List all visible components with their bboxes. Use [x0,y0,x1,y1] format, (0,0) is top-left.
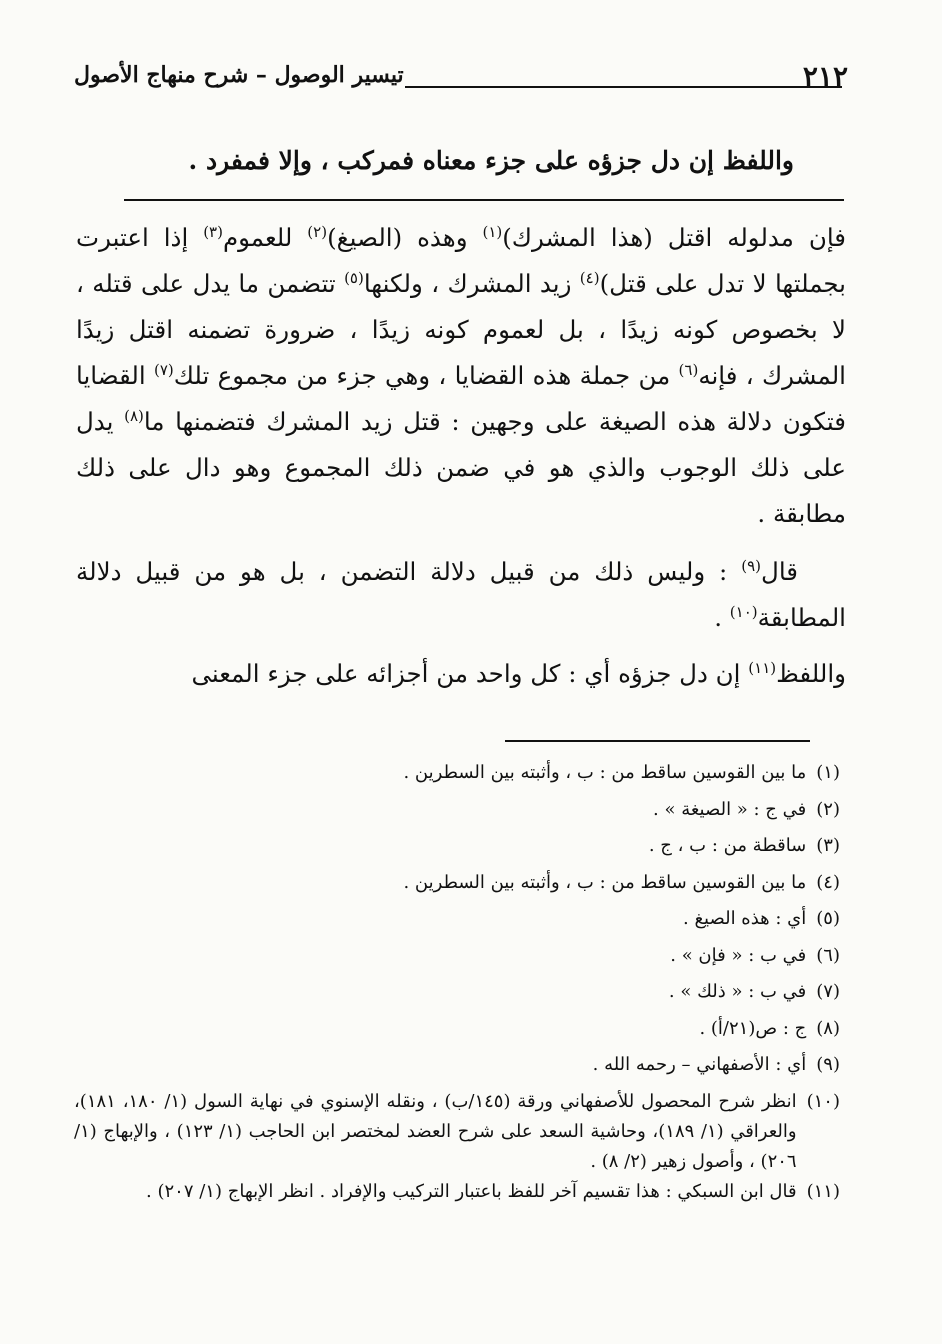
footnote-text: في ج : « الصيغة » . [653,798,807,820]
text-run: قال [761,557,798,586]
footnote-item [74,1177,840,1207]
footnote-item [74,904,840,935]
footnote-text: قال ابن السبكي : هذا تقسيم آخر للفظ باعتبار التركيب والإفراد . انظر الإبهاج (١/ ٢٠٧) . [146,1180,797,1202]
running-title: تيسير الوصول – شرح منهاج الأصول [74,62,404,88]
footnote-ref[interactable]: (٧) [153,360,174,379]
footnote-item [74,1050,840,1081]
commentary-paragraph [76,215,846,537]
text-run: إذا اعتبرت بجملتها لا تدل على قتل) [76,223,846,298]
footnote-text: ما بين القوسين ساقط من : ب ، وأثبته بين السطرين . [403,762,807,783]
text-run: فإن مدلوله اقتل (هذا المشرك) [502,223,846,252]
text-run: للعموم [222,223,308,252]
footnote-item [74,1087,840,1177]
footnote-item [74,868,840,899]
page-header [74,60,848,100]
footnote-ref[interactable]: (٦) [678,360,699,379]
footnote-number: (٨) [816,1017,840,1039]
footnote-text: انظر شرح المحصول للأصفهاني ورقة (١٤٥/ب) ، ونقله الإسنوي في نهاية السول (١/ ١٨٠، ١٨١)، والعراقي (١/ ١٨٩)، وحاشية السعد على شرح العضد لمختصر ابن الحاجب (١/ ١٢٣) ، والإبهاج (١/ ٢٠٦) ، وأصول زهير (٢/ ٨) . [74,1090,797,1172]
footnote-ref[interactable]: (١) [482,222,503,241]
commentary-paragraph [76,549,846,641]
text-run: القضايا فتكون دلالة هذه الصيغة على وجهين : قتل زيد المشرك فتضمنها ما [76,361,846,436]
matn-text: واللفظ إن دل جزؤه على جزء معناه فمركب ، وإلا فمفرد . [188,146,794,175]
footnote-text: في ب : « فإن » . [670,944,807,966]
footnote-number: (١) [816,762,840,783]
text-run: تتضمن ما يدل على قتله ، لا بخصوص كونه زيدًا ، بل لعموم كونه زيدًا ، ضرورة تضمنه اقتل زيدًا المشرك ، فإنه [76,269,846,390]
header-rule [405,86,842,88]
footnote-item [74,977,840,1008]
footnote-ref[interactable]: (٤) [579,268,600,287]
footnote-ref[interactable]: (٨) [124,406,144,425]
footnote-item [74,795,840,826]
footnote-text: ج : ص(٢١/أ) . [699,1017,807,1039]
footnote-number: (٢) [816,798,840,820]
footnote-number: (٥) [816,908,840,929]
commentary-body [76,215,846,697]
footnote-text: أي : هذه الصيغ . [683,908,807,929]
footnote-number: (١١) [806,1180,840,1202]
text-run: وهذه (الصيغ) [327,223,483,252]
footnote-item [74,758,840,789]
footnote-ref[interactable]: (٥) [344,268,364,287]
footnote-text: ساقطة من : ب ، ج . [648,835,807,856]
footnote-number: (٧) [816,981,840,1002]
text-run: يدل على ذلك الوجوب والذي هو في ضمن ذلك المجموع وهو دال على ذلك مطابقة . [76,407,846,528]
footnote-text: أي : الأصفهاني – رحمه الله . [592,1054,807,1075]
footnote-number: (٩) [816,1054,840,1075]
footnote-item [74,831,840,862]
footnote-rule [505,740,810,742]
footnote-ref[interactable]: (١٠) [729,602,758,621]
footnote-ref[interactable]: (٣) [203,222,223,241]
text-run: . [714,603,730,632]
footnote-text: في ب : « ذلك » . [668,981,807,1002]
footnote-ref[interactable]: (٩) [741,556,762,575]
text-run: واللفظ [776,659,846,688]
footnote-item [74,1014,840,1045]
matn-quote-paragraph [76,651,846,697]
footnotes [74,758,840,1207]
footnote-number: (٣) [816,835,840,856]
page-number: ٢١٢ [802,60,848,93]
text-run: إن دل جزؤه أي : كل واحد من أجزائه على جزء المعنى [191,659,749,688]
footnote-ref[interactable]: (١١) [748,658,777,677]
footnote-number: (٤) [816,871,840,893]
footnote-ref[interactable]: (٢) [307,222,328,241]
footnote-number: (٦) [816,944,840,966]
text-run: من جملة هذه القضايا ، وهي جزء من مجموع تلك [173,361,679,390]
footnote-item [74,941,840,972]
text-run: : وليس ذلك من قبيل دلالة التضمن ، بل هو من قبيل دلالة المطابقة [76,557,846,632]
text-run: زيد المشرك ، ولكنها [363,269,580,298]
matn-rule [124,199,844,201]
footnote-number: (١٠) [806,1090,840,1112]
footnote-text: ما بين القوسين ساقط من : ب ، وأثبته بين السطرين . [403,871,807,893]
